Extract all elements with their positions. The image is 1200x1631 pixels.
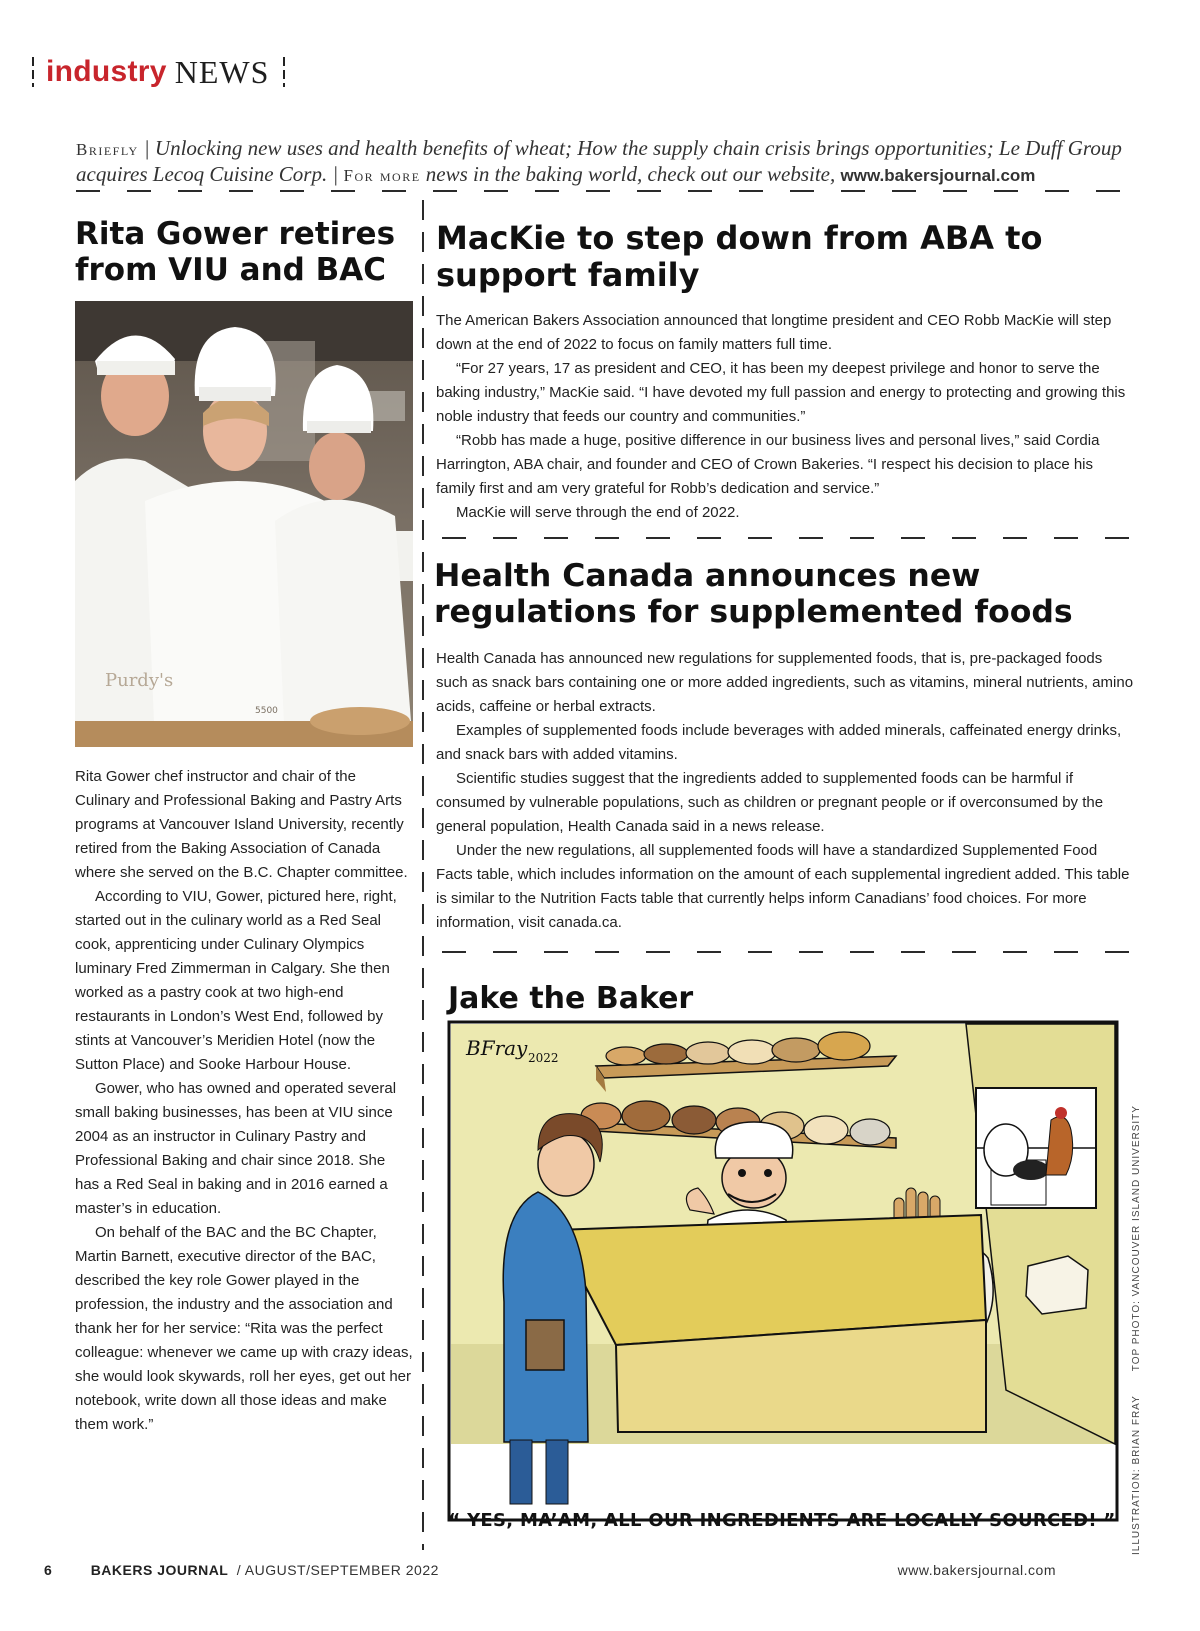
health-body: [436, 647, 1136, 935]
mackie-paragraph: “For 27 years, 17 as president and CEO, it has been my deepest privilege and honor to serve the baking industry,” MacKie said. “I have devoted my full passion and energy to protecting and growing this noble industry that feeds our country and communities.”: [436, 360, 1126, 425]
divider-mid: [442, 537, 1136, 539]
rita-headline: Rita Gower retires from VIU and BAC: [75, 216, 396, 288]
briefly-strip: Briefly | Unlocking new uses and health benefits of wheat; How the supply chain crisis brings opportunities; Le Duff Group acquires Lecoq Cuisine Corp. | For more news in the baking world, check out our website, www.bakersjournal.com: [76, 136, 1122, 186]
cartoon-year: 2022: [528, 1051, 559, 1065]
header-left-bar: [32, 57, 34, 87]
health-paragraph: Under the new regulations, all supplemented foods will have a standardized Supplemented Food Facts table, which includes information on the amount of each supplemental ingredient added. This table is similar to the Nutrition Facts table that currently helps inform Canadians’ food choices. For more information, visit canada.ca.: [436, 842, 1130, 931]
briefly-label: Briefly: [76, 140, 139, 159]
chefs-photo-graphic: [75, 301, 413, 747]
page-footer: [44, 1562, 1100, 1578]
health-paragraph: Health Canada has announced new regulations for supplemented foods, that is, pre-packaged foods such as snack bars containing one or more added ingredients, such as vitamins, mineral nutrients, amino acids, caffeine or herbal extracts.: [436, 650, 1134, 715]
cartoon-jake-the-baker: [446, 970, 1126, 1550]
publication-name: BAKERS JOURNAL: [90, 1562, 229, 1578]
mackie-body: [436, 309, 1136, 525]
column-divider: [422, 200, 424, 1550]
mackie-paragraph: The American Bakers Association announced that longtime president and CEO Robb MacKie will step down at the end of 2022 to focus on family matters full time.: [436, 312, 1112, 353]
health-headline: Health Canada announces new regulations for supplemented foods: [434, 558, 1073, 630]
jacket-number-text: 5500: [255, 706, 278, 716]
photo-credits: [1131, 1055, 1142, 1555]
header-right-bar: [283, 57, 285, 87]
health-paragraph: Scientific studies suggest that the ingredients added to supplemented foods can be harmful if consumed by vulnerable populations, such as children or pregnant people or if overconsumed by the general population, Health Canada said in a news release.: [436, 770, 1104, 835]
cartoon-caption: “ YES, MA’AM, ALL OUR INGREDIENTS ARE LOCALLY SOURCED! ”: [448, 1510, 1116, 1531]
page-number: 6: [44, 1562, 53, 1578]
briefly-text: Unlocking new uses and health benefits of wheat; How the supply chain crisis brings opportunities; Le Duff Group acquires Lecoq Cuisine Corp.: [76, 136, 1122, 186]
rita-paragraph: Rita Gower chef instructor and chair of the Culinary and Professional Baking and Pastry Arts programs at Vancouver Island University, recently retired from the Baking Association of Canada where she served on the B.C. Chapter committee.: [75, 768, 408, 881]
chefs-photo: [75, 301, 413, 747]
rita-paragraph: According to VIU, Gower, pictured here, right, started out in the culinary world as a Red Seal cook, apprenticing under Culinary Olympics luminary Fred Zimmerman in Calgary. She then worked as a pastry cook at two high-end restaurants in London’s West End, followed by stints at Vancouver’s Meridien Hotel (now the Sutton Place) and Sooke Harbour House.: [75, 888, 397, 1073]
cartoon-illustration: [446, 970, 1126, 1550]
rita-paragraph: Gower, who has owned and operated several small baking businesses, has been at VIU since 2004 as an instructor in Culinary Pastry and Professional Baking and chair since 2018. She has a Red Seal in baking and in 2016 earned a master’s in education.: [75, 1080, 397, 1217]
mackie-headline: MacKie to step down from ABA to support family: [436, 219, 1043, 294]
website-link[interactable]: www.bakersjournal.com: [840, 166, 1036, 185]
divider-top: [76, 190, 1136, 192]
mackie-paragraph: “Robb has made a huge, positive difference in our business lives and personal lives,” said Cordia Harrington, ABA chair, and founder and CEO of Crown Bakeries. “I respect his decision to place his family first and am very grateful for Robb’s dedication and service.”: [436, 432, 1100, 497]
rita-body: [75, 765, 413, 1437]
rita-paragraph: On behalf of the BAC and the BC Chapter, Martin Barnett, executive director of the BAC, described the key role Gower played in the profession, the industry and the association and thank her for her service: “Rita was the perfect colleague: whenever we came up with crazy ideas, she would look skywards, roll her eyes, get out her notebook, write down all those ideas and make them work.”: [75, 1224, 413, 1433]
for-more-label: For more: [343, 166, 421, 185]
cartoon-signature: BFray: [466, 1036, 528, 1060]
illustration-credit: ILLUSTRATION: BRIAN FRAY: [1131, 1395, 1142, 1555]
health-paragraph: Examples of supplemented foods include beverages with added minerals, caffeinated energy drinks, and snack bars with added vitamins.: [436, 722, 1122, 763]
section-header: [32, 52, 285, 92]
issue-date: / AUGUST/SEPTEMBER 2022: [236, 1562, 439, 1578]
section-label-news: NEWS: [174, 53, 270, 90]
for-more-text: news in the baking world, check out our website,: [425, 162, 836, 186]
divider-cartoon: [442, 951, 1136, 953]
footer-url[interactable]: www.bakersjournal.com: [897, 1562, 1056, 1578]
mackie-paragraph: MacKie will serve through the end of 2022.: [456, 504, 740, 521]
jacket-logo-text: Purdy's: [105, 670, 174, 691]
photo-credit: TOP PHOTO: VANCOUVER ISLAND UNIVERSITY: [1131, 1105, 1142, 1372]
cartoon-title: Jake the Baker: [448, 981, 694, 1016]
section-label-industry: industry: [46, 55, 167, 88]
